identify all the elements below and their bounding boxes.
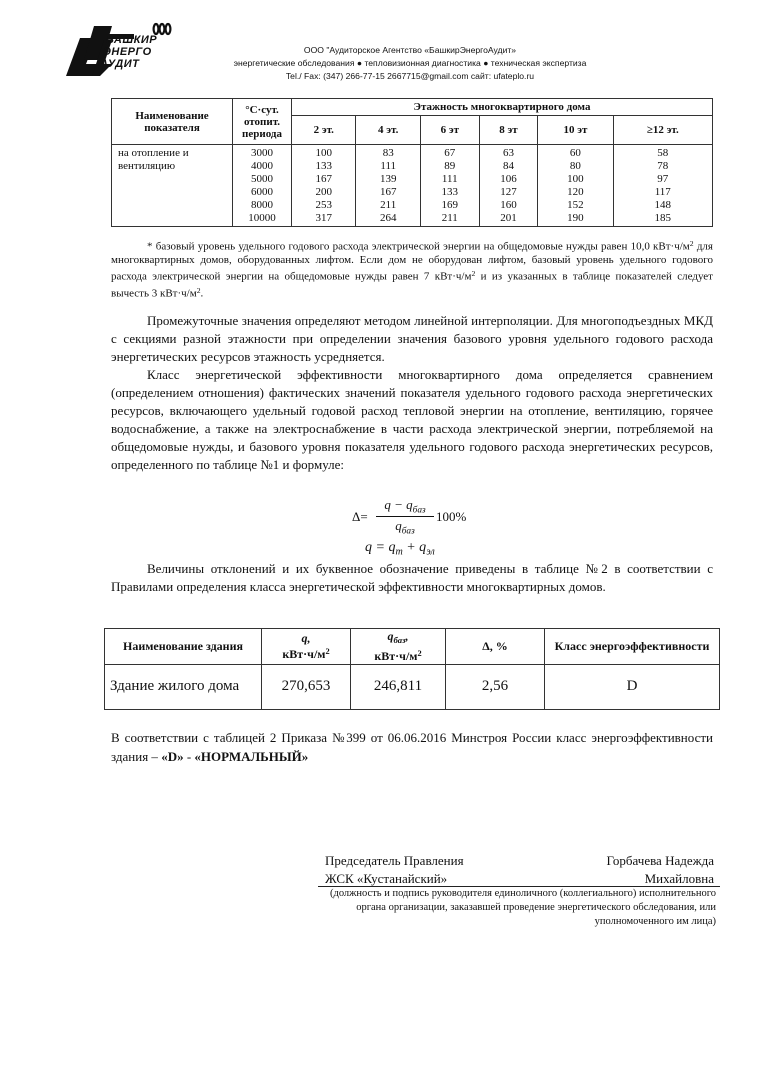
degree-cell: [233, 145, 292, 227]
cell-value: 106: [500, 173, 517, 185]
cell-value: 100: [315, 147, 332, 159]
col-floors: Этажность многоквартирного дома: [292, 99, 713, 116]
cell-value: 63: [502, 147, 514, 159]
footnote-part: * базовый уровень удельного годового расхода электрической энергии на общедомовые нужды равен 10,0 кВт·ч/м: [147, 240, 690, 253]
col-q: [262, 629, 351, 665]
superscript: 2: [325, 647, 330, 656]
floor-header: ≥12 эт.: [613, 116, 712, 145]
cell-value: 133: [441, 186, 459, 198]
cell-value: 160: [500, 199, 517, 211]
table-row: [105, 664, 720, 709]
floor-header: 6 эт: [420, 116, 479, 145]
floor-header: 10 эт: [538, 116, 613, 145]
formula-delta: Δ=: [352, 509, 368, 524]
row-label: на отопление и вентиляцию: [112, 145, 233, 227]
efficiency-class-table: [104, 628, 720, 710]
superscript: 2: [689, 239, 694, 248]
cell-value: 89: [444, 160, 456, 172]
cell-value: 152: [567, 199, 584, 211]
building-name: Здание жилого дома: [105, 664, 262, 709]
cell-value: 100: [567, 173, 584, 185]
cell-value: 111: [441, 173, 458, 185]
unit: кВт·ч/м: [374, 648, 418, 663]
floor-header: 2 эт.: [292, 116, 356, 145]
logo-text: [100, 34, 158, 70]
cell-value: 78: [657, 160, 669, 172]
cell-value: 60: [569, 147, 581, 159]
conclusion: [111, 728, 713, 766]
table-footnote: [111, 237, 713, 301]
paragraph-interpolation: [111, 312, 713, 366]
col-class: Класс энергоэффективности: [545, 629, 720, 665]
footnote-part: .: [200, 287, 204, 300]
cell-value: 169: [441, 199, 459, 211]
position-line: ЖСК «Кустанайский»: [325, 871, 448, 886]
formula-numerator: [376, 497, 434, 517]
cell-value: 127: [500, 186, 517, 198]
base-level-table: [111, 98, 713, 227]
signature-caption: (должность и подпись руководителя единоличного (коллегиального) исполнительного органа организации, заказавшей проведение энергетического обследования, или уполномоченного им лица): [329, 888, 716, 927]
cell-value: 317: [315, 212, 332, 224]
name-line: Михайловна: [644, 871, 714, 886]
conclusion-class: «D»: [161, 749, 184, 764]
cell-value: 200: [315, 186, 332, 198]
floor-header: 4 эт.: [356, 116, 420, 145]
floor-header: 8 эт: [479, 116, 538, 145]
q-formula: [365, 540, 435, 558]
values-4: [356, 145, 420, 227]
cell-value: 67: [444, 147, 456, 159]
values-10: [538, 145, 613, 227]
formula-text: q = q: [365, 540, 396, 555]
superscript: 2: [196, 286, 201, 296]
logo-line-1: БАШКИР: [106, 34, 158, 46]
class-value: D: [545, 664, 720, 709]
paragraph-text: Промежуточные значения определяют методом линейной интерполяции. Для многоподъездных МКД с секциями разной этажности при определении значения базового уровня удельного годового расхода энергетических ресурсов этажность усредняется.: [111, 313, 713, 364]
conclusion-class-name: «НОРМАЛЬНЫЙ»: [194, 749, 309, 764]
cell-value: 253: [315, 199, 332, 211]
signer-name: [560, 852, 714, 888]
cell-value: 139: [379, 173, 397, 185]
col-degree: °С·сут. отопит. периода: [233, 99, 292, 145]
cell-value: 167: [379, 186, 397, 198]
degree-value: 10000: [248, 212, 276, 224]
cell-value: 148: [654, 199, 672, 211]
degree-value: 8000: [251, 199, 273, 211]
q-symbol: q,: [301, 631, 311, 645]
col-qbaz: $q_{баз}$, $кВт\cdot ч/м^2$: [351, 629, 446, 665]
cell-value: 117: [654, 186, 671, 198]
cell-value: 97: [657, 173, 669, 185]
org-contacts: Tel./ Fax: (347) 266-77-15 2667715@gmail.com сайт: ufateplo.ru: [285, 71, 535, 81]
cell-value: 211: [441, 212, 458, 224]
values-8: [479, 145, 538, 227]
unit: кВт·ч/м: [282, 646, 326, 661]
cell-value: 84: [502, 160, 514, 172]
denominator-text: q: [395, 518, 402, 534]
subscript: т: [395, 546, 403, 558]
subscript: баз: [412, 505, 426, 516]
paragraph-text: Класс энергетической эффективности многоквартирного дома определяется сравнением (определением отношения) фактических значений показателя удельного годового расхода энергетических ресурсов, включающего удельный годовой расход тепловой энергии на отопление, вентиляцию, горячее водоснабжение, а также на электроснабжение в части расхода электрической энергии, потребляемой на общедомовые нужды, и базового уровня показателя удельного годового расхода энергетических ресурсов, определенного по таблице №1 и формуле:: [111, 367, 713, 472]
paragraph-text: Величины отклонений и их буквенное обозначение приведены в таблице №2 в соответствии с Правилами определения класса энергетической эффективности многоквартирных домов.: [111, 561, 713, 594]
subscript: баз: [393, 635, 406, 646]
delta-value: 2,56: [446, 664, 545, 709]
col-indicator: Наименование показателя: [112, 99, 233, 145]
q-symbol: q: [387, 629, 394, 643]
degree-value: 6000: [251, 186, 273, 198]
subscript: баз: [401, 526, 415, 537]
degree-value: 5000: [251, 173, 273, 185]
values-12: [613, 145, 712, 227]
subscript: эл: [426, 546, 435, 558]
col-building-name: Наименование здания: [105, 629, 262, 665]
org-services: энергетические обследования ● тепловизионная диагностика ● техническая экспертиза: [233, 58, 587, 68]
degree-value: 3000: [251, 147, 273, 159]
formula-fraction: [376, 497, 434, 537]
position-line: Председатель Правления: [325, 853, 464, 868]
delta-formula: [340, 497, 500, 537]
cell-value: 211: [380, 199, 397, 211]
superscript: 2: [417, 649, 422, 659]
name-line: Горбачева Надежда: [606, 853, 714, 868]
q-value: 270,653: [262, 664, 351, 709]
logo-line-2: ЭНЕРГО: [103, 46, 152, 58]
qbaz-value: 246,811: [351, 664, 446, 709]
superscript: 2: [471, 269, 476, 279]
formula-denominator: [376, 517, 434, 536]
paragraph-deviations: [111, 560, 713, 596]
values-6: [420, 145, 479, 227]
numerator-text: q − q: [384, 497, 413, 512]
cell-value: 120: [567, 186, 584, 198]
degree-value: 4000: [251, 160, 273, 172]
footnote-part: и из указанных в таблице показателей следует вычесть 3 кВт·ч/м: [111, 270, 713, 300]
org-name: ООО "Аудиторское Агентство «БашкирЭнергоАудит»: [303, 45, 517, 55]
cell-value: 133: [315, 160, 332, 172]
footnote-part: для многоквартирных домов, оборудованных лифтом. Если дом не оборудован лифтом, базовый уровень удельного годового расхода электрической энергии на общедомовые нужды равен 7 кВт·ч/м: [111, 240, 713, 283]
formula-percent: 100%: [436, 509, 467, 524]
paragraph-class-definition: [111, 366, 713, 474]
signer-position: [325, 852, 464, 888]
formula-text: + q: [402, 540, 427, 555]
cell-value: 264: [379, 212, 397, 224]
cell-value: 201: [500, 212, 517, 224]
values-2: [292, 145, 356, 227]
cell-value: 111: [380, 160, 397, 172]
conclusion-dash: -: [183, 749, 195, 764]
cell-value: 83: [382, 147, 394, 159]
conclusion-text: В соответствии с таблицей 2 Приказа №399 от 06.06.2016 Минстроя России класс энергоэффективности здания –: [111, 730, 713, 764]
cell-value: 185: [654, 212, 672, 224]
cell-value: 190: [567, 212, 584, 224]
logo-line-3: АУДИТ: [100, 58, 140, 70]
cell-value: 167: [315, 173, 332, 185]
col-delta: Δ, %: [446, 629, 545, 665]
cell-value: 58: [657, 147, 669, 159]
cell-value: 80: [569, 160, 581, 172]
